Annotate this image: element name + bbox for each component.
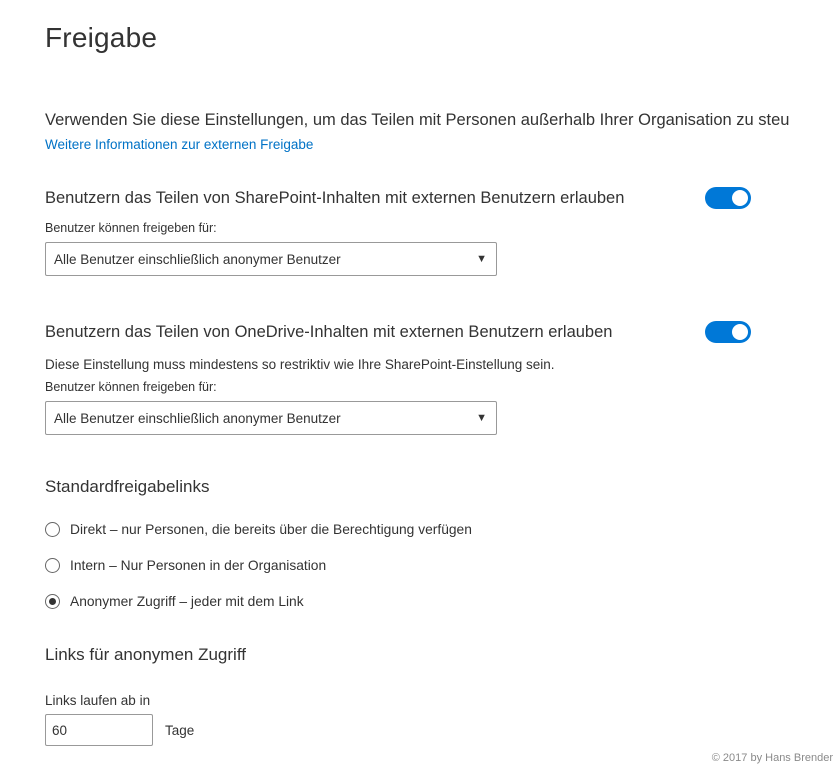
chevron-down-icon: ▼ <box>476 253 487 265</box>
default-link-option-label: Direkt – nur Personen, die bereits über die Berechtigung verfügen <box>70 522 472 537</box>
sharepoint-scope-label: Benutzer können freigeben für: <box>45 221 217 235</box>
external-sharing-info-link[interactable]: Weitere Informationen zur externen Freigabe <box>45 137 314 152</box>
onedrive-sharing-label: Benutzern das Teilen von OneDrive-Inhalten mit externen Benutzern erlauben <box>45 323 613 341</box>
copyright-text: © 2017 by Hans Brender <box>711 752 833 764</box>
radio-icon <box>45 558 60 573</box>
radio-icon <box>45 594 60 609</box>
sharepoint-scope-select[interactable] <box>45 242 497 276</box>
default-link-option-internal[interactable] <box>45 558 839 573</box>
intro-text: Verwenden Sie diese Einstellungen, um das Teilen mit Personen außerhalb Ihrer Organisation zu steu <box>45 111 790 129</box>
expiry-unit-label: Tage <box>165 722 195 738</box>
sharepoint-sharing-label: Benutzern das Teilen von SharePoint-Inhalten mit externen Benutzern erlauben <box>45 189 625 207</box>
chevron-down-icon: ▼ <box>476 412 487 424</box>
anonymous-links-block <box>45 645 839 746</box>
sharepoint-scope-select-wrap <box>45 242 497 276</box>
onedrive-sharing-toggle[interactable] <box>705 321 751 343</box>
toggle-knob <box>732 324 748 340</box>
onedrive-restriction-note: Diese Einstellung muss mindestens so restriktiv wie Ihre SharePoint-Einstellung sein. <box>45 357 555 372</box>
toggle-knob <box>732 190 748 206</box>
default-links-block <box>45 477 839 609</box>
onedrive-sharing-row <box>45 321 751 343</box>
default-links-heading: Standardfreigabelinks <box>45 477 210 496</box>
default-link-option-direct[interactable] <box>45 522 839 537</box>
expiry-label: Links laufen ab in <box>45 693 151 708</box>
onedrive-scope-select[interactable] <box>45 401 497 435</box>
default-link-option-label: Intern – Nur Personen in der Organisation <box>70 558 327 573</box>
expiry-days-input[interactable] <box>45 714 153 746</box>
default-link-option-label: Anonymer Zugriff – jeder mit dem Link <box>70 594 304 609</box>
sharepoint-sharing-toggle[interactable] <box>705 187 751 209</box>
sharepoint-sharing-block <box>45 187 839 276</box>
onedrive-scope-label: Benutzer können freigeben für: <box>45 380 217 394</box>
sharepoint-sharing-row <box>45 187 751 209</box>
page-title: Freigabe <box>45 22 158 53</box>
expiry-row <box>45 714 839 746</box>
default-link-option-anonymous[interactable] <box>45 594 839 609</box>
anonymous-links-heading: Links für anonymen Zugriff <box>45 645 246 664</box>
radio-icon <box>45 522 60 537</box>
onedrive-scope-select-wrap <box>45 401 497 435</box>
onedrive-sharing-block <box>45 321 839 435</box>
